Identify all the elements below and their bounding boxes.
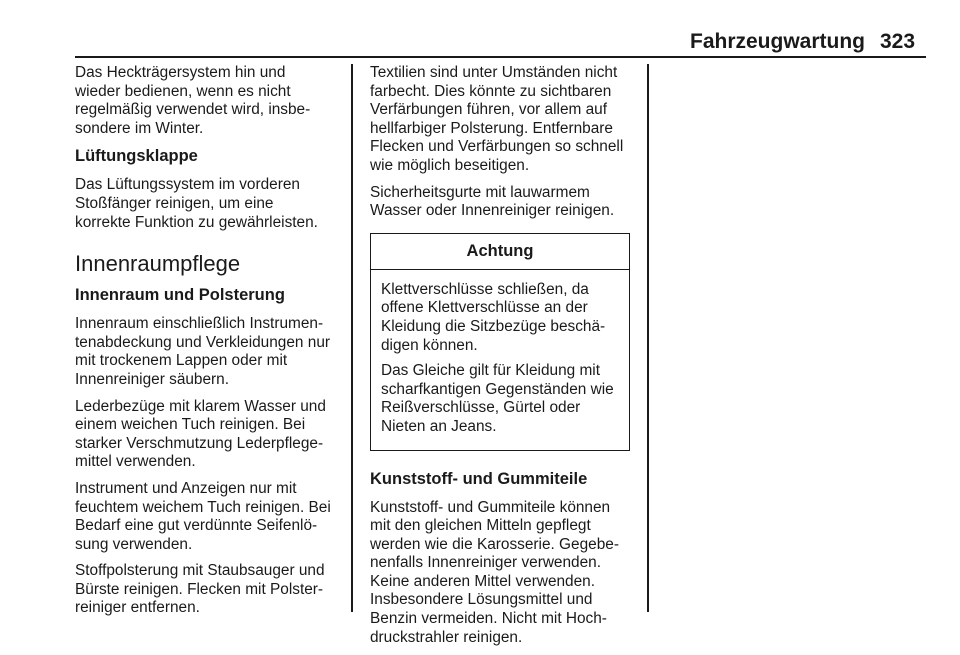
left-column — [75, 64, 343, 626]
header-title: Fahrzeugwartung — [690, 30, 866, 53]
section-heading-vent: Lüftungsklappe — [75, 147, 198, 166]
section-heading-interior: Innenraum und Polsterung — [75, 286, 285, 305]
middle-column — [370, 64, 638, 655]
warning-paragraph: Klettverschlüsse schließen, da offene Klettverschlüsse an der Kleidung die Sitzbezüge beschä- digen können. — [381, 280, 606, 354]
warning-box — [370, 233, 630, 451]
intro-paragraph: Das Heckträgersystem hin und wieder bedienen, wenn es nicht regelmäßig verwendet wird, insbe- sondere im Winter. — [75, 64, 311, 137]
interior-paragraph: Innenraum einschließlich Instrumen- tenabdeckung und Verkleidungen nur mit trockenem Lappen oder mit Innenreiniger säubern. — [75, 315, 331, 388]
plastic-paragraph: Kunststoff- und Gummiteile können mit den gleichen Mitteln gepflegt werden wie die Karosserie. Gegebe- nenfalls Innenreiniger verwenden. Keine anderen Mittel verwenden. Insbesondere Lösungsmittel und Benzin vermeiden. Nicht mit Hoch- druckstrahler reinigen. — [370, 498, 619, 646]
leather-paragraph: Lederbezüge mit klarem Wasser und einem weichen Tuch reinigen. Bei starker Verschmutzung Lederpflege- mittel verwenden. — [75, 397, 326, 471]
header-rule — [75, 56, 926, 58]
vent-paragraph: Das Lüftungssystem im vorderen Stoßfänger reinigen, um eine korrekte Funktion zu gewährleisten. — [75, 176, 318, 231]
page-number: 323 — [880, 30, 916, 53]
warning-box-body — [371, 270, 629, 450]
column-divider-right — [647, 64, 649, 612]
warning-box-title: Achtung — [371, 234, 629, 270]
column-divider-left — [351, 64, 353, 612]
fabric-paragraph: Stoffpolsterung mit Staubsauger und Bürste reinigen. Flecken mit Polster- reiniger entfernen. — [75, 562, 325, 617]
chapter-heading: Innenraumpflege — [75, 251, 241, 277]
seatbelt-paragraph: Sicherheitsgurte mit lauwarmem Wasser oder Innenreiniger reinigen. — [370, 183, 615, 220]
section-heading-plastic: Kunststoff- und Gummiteile — [370, 469, 588, 488]
warning-paragraph: Das Gleiche gilt für Kleidung mit scharfkantigen Gegenständen wie Reißverschlüsse, Gürtel oder Nieten an Jeans. — [381, 362, 614, 435]
instrument-paragraph: Instrument und Anzeigen nur mit feuchtem weichem Tuch reinigen. Bei Bedarf eine gut verdünnte Seifenlö- sung verwenden. — [75, 479, 331, 553]
textile-paragraph: Textilien sind unter Umständen nicht farbecht. Dies könnte zu sichtbaren Verfärbungen führen, vor allem auf hellfarbiger Polsterung. Entfernbare Flecken und Verfärbungen so schnell wie möglich beseitigen. — [370, 64, 624, 174]
